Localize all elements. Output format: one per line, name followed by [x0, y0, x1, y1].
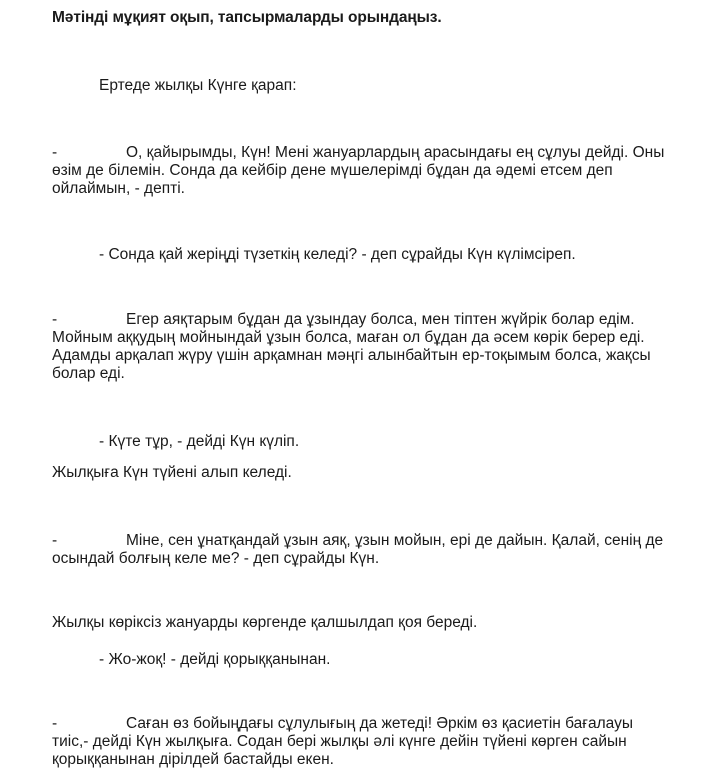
paragraph-line: ойлаймын, - депті. — [52, 180, 185, 197]
paragraph-line: Егер аяқтарым бұдан да ұзындау болса, мен тіптен жүйрік болар едім. — [126, 311, 635, 328]
paragraph-line: тиіс,- дейді Күн жылқыға. Содан бері жылқы әлі күнге дейін түйені көрген сайын — [52, 733, 627, 750]
intro-line: Ертеде жылқы Күнге қарап: — [99, 77, 297, 94]
sun-reply-2: - Күте тұр, - дейді Күн күліп. — [99, 433, 300, 450]
paragraph-line: Міне, сен ұнатқандай ұзын аяқ, ұзын мойын, ері де дайын. Қалай, сенің де — [126, 532, 664, 549]
dialogue-dash: - — [52, 715, 58, 732]
paragraph-line: болар еді. — [52, 365, 125, 382]
dialogue-dash: - — [52, 144, 58, 161]
task-title: Мәтінді мұқият оқып, тапсырмаларды орындаңыз. — [52, 9, 442, 26]
dialogue-dash: - — [52, 311, 58, 328]
sun-reply-1: - Сонда қай жеріңді түзеткің келеді? - деп сұрайды Күн күлімсіреп. — [99, 246, 576, 263]
dialogue-dash: - — [52, 532, 58, 549]
paragraph-horse-speech-2 — [52, 311, 692, 383]
paragraph-line: О, қайырымды, Күн! Мені жануарлардың арасындағы ең сұлуы дейді. Оны — [126, 144, 665, 161]
paragraph-line: қорыққанынан дірілдей бастайды екен. — [52, 751, 334, 768]
paragraph-line: өзім де білемін. Сонда да кейбір дене мүшелерімді бұдан да әдемі етсем деп — [52, 162, 613, 179]
paragraph-line: Саған өз бойыңдағы сұлулығың да жетеді! Әркім өз қасиетін бағалауы — [126, 715, 633, 732]
paragraph-line: осындай болғың келе ме? - деп сұрайды Күн. — [52, 550, 380, 567]
narration-2: Жылқы көріксіз жануарды көргенде қалшылдап қоя береді. — [52, 614, 478, 631]
horse-reply: - Жо-жоқ! - дейді қорыққанынан. — [99, 651, 331, 668]
paragraph-sun-speech — [52, 532, 692, 568]
paragraph-conclusion — [52, 715, 692, 769]
paragraph-line: Мойным аққудың мойнындай ұзын болса, маған ол бұдан да әсем көрік берер еді. — [52, 329, 645, 346]
paragraph-horse-speech-1 — [52, 144, 692, 198]
paragraph-line: Адамды арқалап жүру үшін арқамнан мәңгі алынбайтын ер-тоқымым болса, жақсы — [52, 347, 651, 364]
narration-1: Жылқыға Күн түйені алып келеді. — [52, 464, 292, 481]
